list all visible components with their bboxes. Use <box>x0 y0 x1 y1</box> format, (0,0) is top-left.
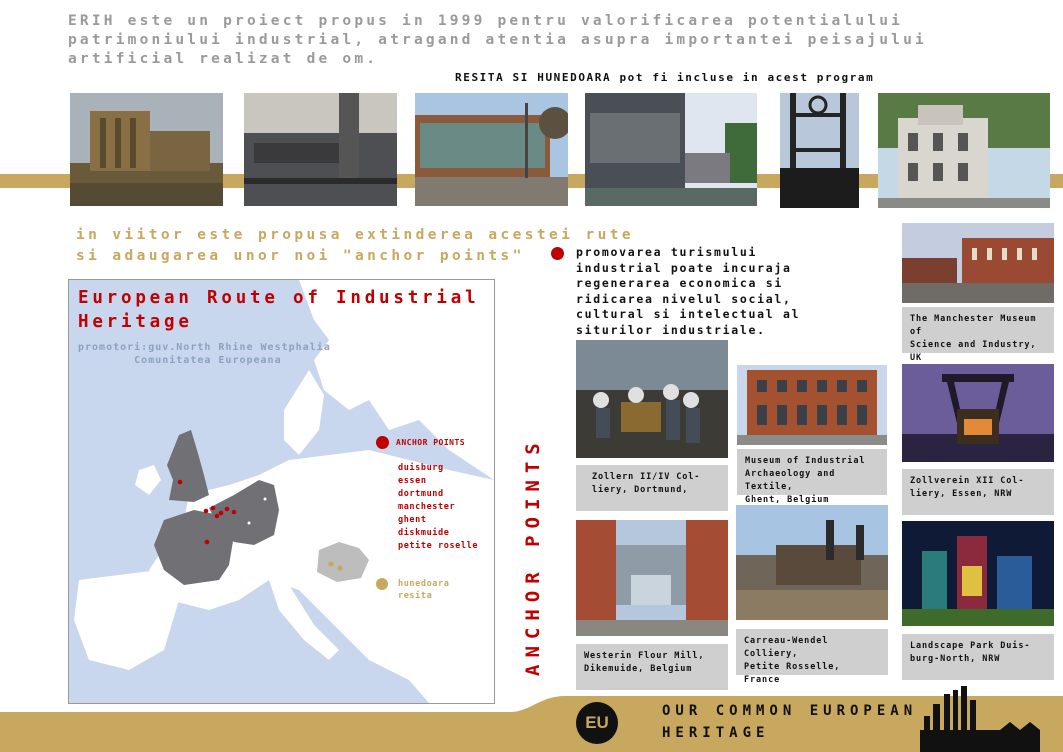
photo-steelworks-interior <box>244 93 397 206</box>
anchor-city-list <box>398 462 478 553</box>
caption-manchester <box>902 307 1054 363</box>
promo-paragraph <box>576 245 800 338</box>
caption-carreau <box>736 629 888 685</box>
intro-line: ERIH este un proiect propus in 1999 pentru valorificarea potentialului <box>68 13 904 29</box>
caption-westerin <box>576 644 728 690</box>
caption-line: Archaeology and Textile, <box>745 469 836 492</box>
city-item: diskmuide <box>398 528 450 538</box>
city-item: ghent <box>398 515 427 525</box>
anchor-points-vertical-title: ANCHOR POINTS <box>522 436 544 676</box>
legend-anchor-points <box>376 436 465 449</box>
promo-line: promovarea turismului <box>576 245 758 259</box>
promoters-line: Comunitatea Europeana <box>78 355 282 366</box>
intro-line: artificial realizat de om. <box>68 51 379 67</box>
legend-red-dot <box>376 436 389 449</box>
eu-circle-badge: EU <box>576 702 618 744</box>
caption-line: Ghent, Belgium <box>745 495 830 505</box>
footer-line: OUR COMMON EUROPEAN <box>662 703 918 719</box>
city-item: petite roselle <box>398 541 479 551</box>
map-title-line: European Route of Industrial <box>78 288 480 308</box>
photo-zollern-colliery <box>576 340 728 458</box>
caption-line: The Manchester Museum of <box>910 314 1037 337</box>
promo-line: cultural si intelectual al <box>576 307 801 321</box>
caption-line: Zollverein XII Col- <box>910 476 1025 486</box>
caption-line: Zollern II/IV Col- <box>592 472 701 482</box>
caption-zollverein <box>902 469 1054 515</box>
city-item: dortmund <box>398 489 444 499</box>
city-item: essen <box>398 476 427 486</box>
photo-zollverein-headframe <box>902 364 1054 462</box>
footer-line: HERITAGE <box>662 725 770 741</box>
caption-zollern <box>576 465 728 511</box>
map-promoters <box>78 341 331 367</box>
photo-ghent-museum <box>737 365 887 445</box>
resita-note: RESITA SI HUNEDOARA pot fi incluse in acest program <box>455 71 875 84</box>
intro-line: patrimoniului industrial, atragand atentia asupra importantei peisajului <box>68 32 927 48</box>
caption-line: Landscape Park Duis- <box>910 641 1031 651</box>
city-item: hunedoara <box>398 579 450 589</box>
romania-city-list <box>398 578 449 602</box>
photo-mine-headframe <box>780 93 859 208</box>
map-title-line: Heritage <box>78 312 193 332</box>
photo-industrial-hall-facade <box>70 93 223 206</box>
caption-line: Carreau-Wendel Colliery, <box>744 636 829 659</box>
photo-historic-building <box>878 93 1050 208</box>
caption-line: liery, Essen, NRW <box>910 489 1013 499</box>
caption-line: Petite Rosselle, France <box>744 662 841 685</box>
future-line: si adaugarea unor noi "anchor points" <box>76 248 525 264</box>
promo-line: regenerarea economica si <box>576 276 783 290</box>
photo-westerin-mill <box>576 520 728 636</box>
footer-heritage-text <box>662 700 917 744</box>
legend-romania-dot <box>376 578 388 590</box>
future-extension-text <box>76 225 634 267</box>
caption-line: Westerin Flour Mill, <box>584 651 705 661</box>
promo-line: industrial poate incuraja <box>576 260 792 275</box>
caption-line: Science and Industry, UK <box>910 340 1037 363</box>
photo-factory-building <box>415 93 568 206</box>
promo-line: siturilor industriale. <box>576 322 766 337</box>
intro-paragraph <box>68 12 927 69</box>
caption-line: Dikemuide, Belgium <box>584 664 693 674</box>
caption-line: burg-North, NRW <box>910 654 1001 664</box>
photo-carreau-colliery <box>736 505 888 620</box>
promo-bullet <box>551 247 564 260</box>
promo-line: ridicarea nivelul social, <box>576 291 792 306</box>
caption-line: liery, Dortmund, <box>592 485 689 495</box>
city-item: resita <box>398 591 433 601</box>
promoters-line: promotori:guv.North Rhine Westphalia <box>78 342 331 353</box>
legend-anchor-label: ANCHOR POINTS <box>396 438 466 447</box>
photo-industrial-complex-river <box>585 93 757 206</box>
photo-landscape-park-duisburg <box>902 521 1054 626</box>
caption-line: Museum of Industrial <box>745 456 866 466</box>
map-title <box>78 286 479 334</box>
photo-manchester-museum <box>902 223 1054 303</box>
caption-landscape <box>902 634 1054 680</box>
city-item: manchester <box>398 502 456 512</box>
city-item: duisburg <box>398 463 444 473</box>
future-line: in viitor este propusa extinderea acestei rute <box>76 227 634 243</box>
caption-ghent <box>737 449 887 505</box>
